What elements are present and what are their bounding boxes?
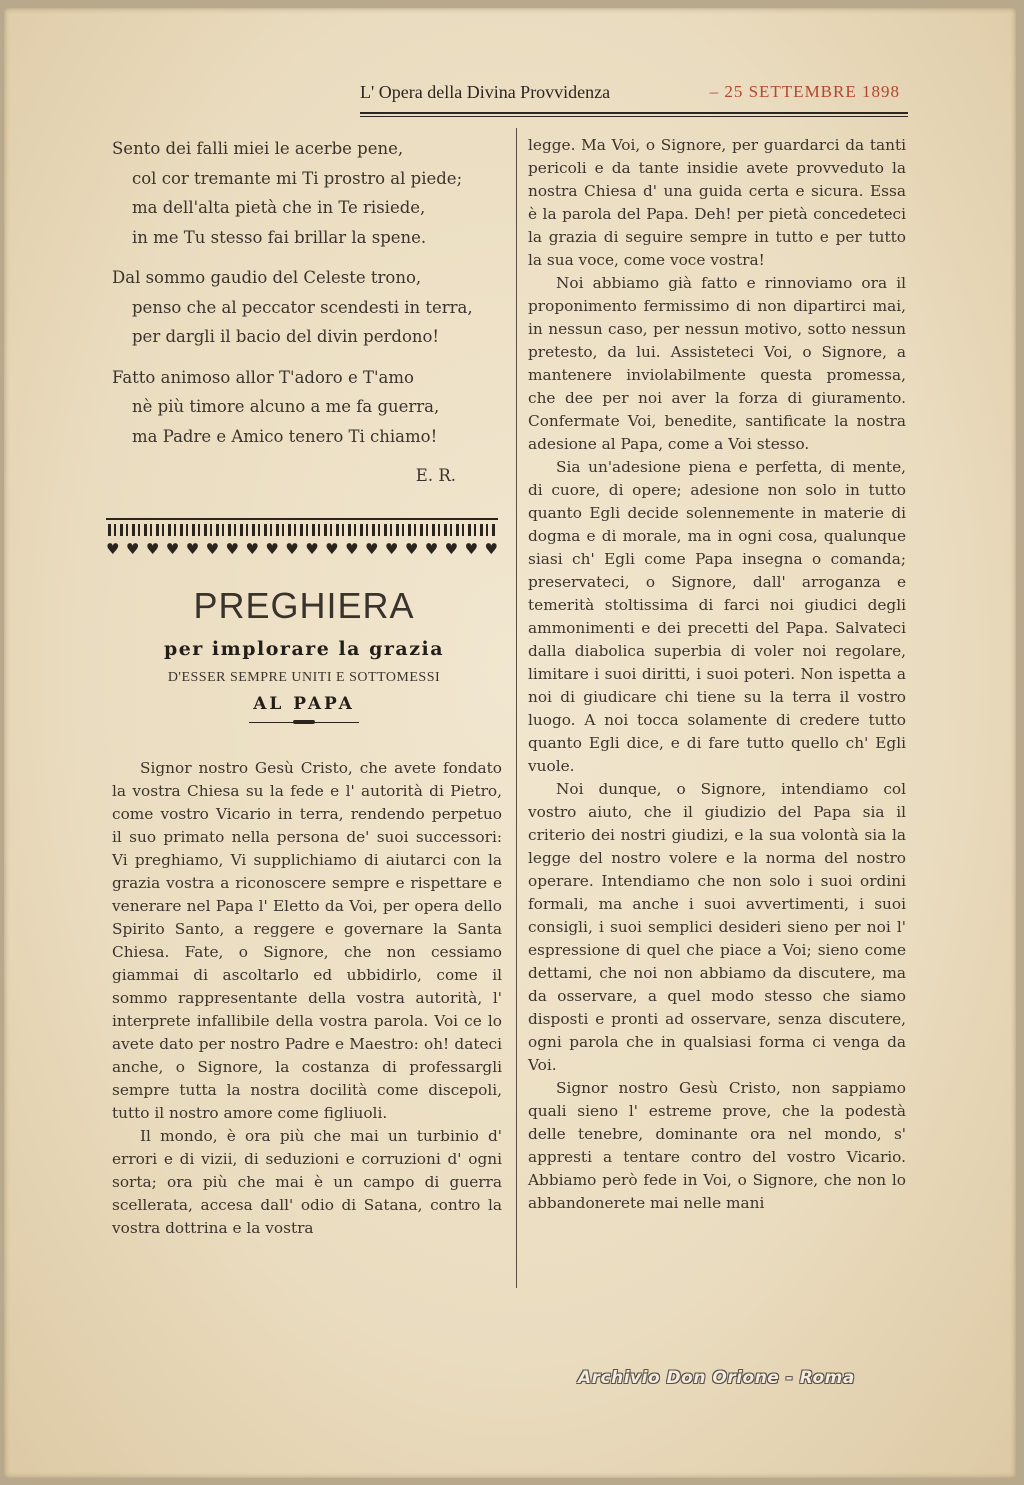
journal-title: L' Opera della Divina Provvidenza — [360, 82, 611, 102]
poem-line: ma Padre e Amico tenero Ti chiamo! — [132, 426, 438, 446]
paragraph: Il mondo, è ora più che mai un turbinio d' errori e di vizii, di seduzioni e corruzioni d' ogni sorta; ora più che mai è un campo di guerra scellerata, accesa dall' odio di Satana, contro la vostra dottrina e la vostra — [112, 1127, 502, 1237]
ornament-drop-icon: ♥ — [424, 540, 439, 558]
poem-line: ma dell'alta pietà che in Te risiede, — [132, 198, 426, 217]
left-prose — [112, 757, 502, 1240]
prayer-title: PREGHIERA — [193, 585, 415, 626]
poem-line: in me Tu stesso fai brillar la spene. — [132, 227, 427, 247]
ornament-drop-icon: ♥ — [205, 540, 220, 558]
page-header — [360, 72, 908, 114]
ornament-drop-icon: ♥ — [285, 540, 299, 558]
ornament-band — [108, 524, 496, 536]
column-divider — [516, 128, 517, 1288]
ornament-drop-icon: ♥ — [384, 540, 399, 558]
poem-signature: E. R. — [415, 466, 456, 485]
right-prose — [528, 134, 906, 1215]
ornament-drop-icon: ♥ — [145, 540, 160, 558]
issue-date: – 25 SETTEMBRE 1898 — [709, 82, 900, 101]
decorative-border — [106, 512, 498, 562]
prayer-title-block — [108, 584, 500, 729]
ornament-drop-icon: ♥ — [345, 540, 359, 558]
poem-stanza — [112, 263, 502, 352]
ornament-drop-icon: ♥ — [305, 540, 319, 558]
ornament-drop-icon: ♥ — [404, 540, 419, 558]
poem-line: nè più timore alcuno a me fa guerra, — [132, 397, 440, 416]
prayer-subtitle-papa: AL PAPA — [253, 694, 355, 714]
paragraph: Signor nostro Gesù Cristo, non sappiamo quali sieno l' estreme prove, che la podestà delle tenebre, dominante ora nel mondo, s' appresti a tentare contro del vostro Vicario. Abbiamo però fede in Voi, o Signore, che non lo abbandonerete mai nelle mani — [528, 1079, 906, 1212]
poem-line: col cor tremante mi Ti prostro al piede; — [132, 168, 463, 188]
poem-line: per dargli il bacio del divin perdono! — [132, 327, 440, 346]
poem-line: Fatto animoso allor T'adoro e T'amo — [112, 367, 414, 387]
poem-stanza — [112, 134, 502, 252]
paragraph: Noi abbiamo già fatto e rinnoviamo ora il proponimento fermissimo di non dipartirci mai, in nessun caso, per nessun motivo, sotto nessun pretesto, da lui. Assisteteci Voi, o Signore, a mantenere inviolabilmente questa promessa, che dee per noi aver la forza di giuramento. Confermate Voi, benedite, santificate la nostra adesione al Papa, come a Voi stesso. — [528, 274, 906, 453]
poem-stanza — [112, 363, 502, 452]
ornament-drop-icon: ♥ — [265, 540, 279, 558]
ornament-drop-icon: ♥ — [464, 540, 479, 558]
paragraph: Noi dunque, o Signore, intendiamo col vostro aiuto, che il giudizio del Papa sia il criterio dei nostri giudizi, e la sua volontà sia la legge del nostro volere e la norma del nostro operare. Intendiamo che non solo i suoi ordini formali, ma anche i suoi avvertimenti, i suoi consigli, i suoi semplici desideri sieno per noi l' espressione di quel che piace a Voi; sieno come dettami, che noi non abbiamo da discutere, ma da osservare, a quel modo stesso che siamo disposti e pronti ad osservare, senza discutere, ogni parola che in qualsiasi forma ci venga da Voi. — [528, 780, 906, 1074]
poem-line: penso che al peccator scendesti in terra, — [132, 297, 473, 317]
paragraph: Signor nostro Gesù Cristo, che avete fondato la vostra Chiesa su la fede e l' autorità di Pietro, come vostro Vicario in terra, rendendo perpetuo il suo primato nella persona de' suoi successori: Vi preghiamo, Vi supplichiamo di aiutarci con la grazia vostra a riconoscere sempre e rispettare e venerare nel Papa l' Eletto da Voi, per opera dello Spirito Santo, a reggere e governare la Santa Chiesa. Fate, o Signore, che non cessiamo giammai di ascoltarlo ed ubbidirlo, come il sommo rappresentante della vostra autorità, l' interprete infallibile della vostra parola. Voi ce lo avete dato per nostro Padre e Maestro: oh! dateci anche, o Signore, la costanza di professargli sempre tutta la nostra docilità come discepoli, tutto il nostro amore come figliuoli. — [112, 759, 502, 1122]
prayer-subtitle-caps: D'ESSER SEMPRE UNITI E SOTTOMESSI — [167, 670, 441, 685]
left-column — [106, 134, 502, 1240]
newspaper-page — [4, 8, 1016, 1478]
header-rule — [360, 112, 908, 114]
poem-line: Sento dei falli miei le acerbe pene, — [112, 139, 404, 158]
prayer-subtitle: per implorare la grazia — [163, 638, 445, 660]
right-column — [528, 134, 906, 1215]
archive-watermark: Archivio Don Orione - Roma — [578, 1368, 855, 1388]
ornament-drop-icon: ♥ — [165, 540, 180, 558]
ornament-bar — [106, 518, 498, 520]
ornament-drop-icon: ♥ — [185, 540, 200, 558]
paragraph: legge. Ma Voi, o Signore, per guardarci da tanti pericoli e da tante insidie avete provveduto la nostra Chiesa d' una guida certa e sicura. Essa è la parola del Papa. Deh! per pietà concedeteci la grazia di seguire sempre in tutto e per tutto la sua voce, come voce vostra! — [528, 136, 906, 269]
poem — [112, 134, 502, 490]
ornament-drops — [106, 540, 498, 558]
ornament-drop-icon: ♥ — [225, 540, 239, 558]
ornament-drop-icon: ♥ — [125, 540, 140, 558]
ornament-drop-icon: ♥ — [484, 540, 498, 558]
ornament-drop-icon: ♥ — [444, 540, 459, 558]
ornament-drop-icon: ♥ — [364, 540, 379, 558]
ornament-drop-icon: ♥ — [245, 540, 259, 558]
paragraph: Sia un'adesione piena e perfetta, di mente, di cuore, di opere; adesione non solo in tutto quanto Egli decide solennemente in materie di dogma e di morale, ma in ogni cosa, qualunque siasi ch' Egli come Papa insegna o comanda; preservateci, o Signore, dall' arroganza e temerità stoltissima di farci noi giudici degli ammonimenti e dei precetti del Papa. Salvateci dalla diabolica superbia di voler noi regolare, limitare i suoi diritti, i suoi poteri. Non ispetta a noi di giudicare chi tiene su la terra il vostro luogo. A noi tocca solamente di credere tutto quanto Egli dice, e di fare tutto quello ch' Egli vuole. — [528, 458, 906, 775]
ornament-drop-icon: ♥ — [106, 540, 120, 558]
ornament-drop-icon: ♥ — [325, 540, 339, 558]
title-divider — [249, 722, 359, 729]
header-rule-thin — [360, 116, 908, 117]
poem-line: Dal sommo gaudio del Celeste trono, — [112, 268, 422, 287]
